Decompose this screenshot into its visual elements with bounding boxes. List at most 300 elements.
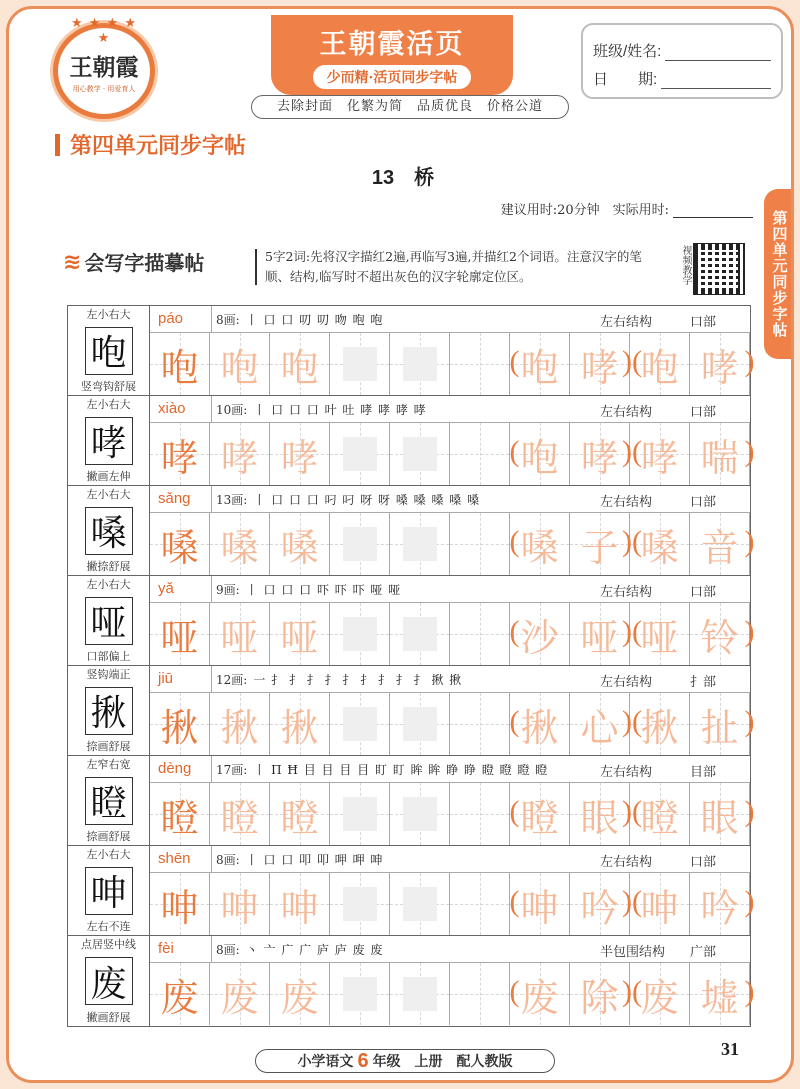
structure: 左右结构 (600, 585, 653, 600)
model-char-orange: 哑 (160, 615, 199, 660)
worksheet-page (6, 6, 794, 1083)
trace-char: 瞪 (280, 795, 319, 840)
writing-cell[interactable] (150, 423, 210, 485)
writing-cell[interactable] (270, 603, 330, 665)
writing-cell[interactable] (150, 783, 210, 845)
row-header (150, 486, 750, 512)
writing-cells (150, 872, 755, 935)
pinyin: yǎ (150, 576, 212, 602)
tip-top: 左小右大 (86, 848, 131, 861)
date-field[interactable] (661, 71, 771, 89)
writing-cell[interactable] (150, 873, 210, 935)
word-trace-char: 瞪 (520, 795, 559, 840)
word-parenthesis: )( (622, 795, 642, 828)
title-bar-icon (55, 134, 60, 156)
radical: 口部 (690, 585, 717, 600)
tip-top: 竖钩端正 (86, 668, 131, 681)
writing-cell[interactable] (570, 603, 630, 665)
practice-row (68, 756, 755, 846)
char-model (68, 576, 150, 665)
writing-cell[interactable] (270, 693, 330, 755)
practice-area (150, 576, 755, 665)
word-parenthesis: ( (509, 885, 520, 918)
writing-cell[interactable] (450, 873, 510, 935)
word-parenthesis: )( (622, 345, 642, 378)
structure: 左右结构 (600, 405, 653, 420)
word-parenthesis: )( (622, 975, 642, 1008)
stroke-count: 17画: (216, 762, 248, 777)
stroke-sequence: 丨 口 口 口 叼 叼 呀 呀 嗓 嗓 嗓 嗓 嗓 (253, 492, 481, 507)
char-outline-zone (343, 707, 377, 741)
stroke-order (212, 941, 750, 958)
writing-cell[interactable] (330, 693, 390, 755)
word-parenthesis: ) (744, 435, 755, 468)
row-header (150, 306, 750, 332)
model-char-orange: 揪 (160, 705, 199, 750)
char-outline-zone (343, 887, 377, 921)
trace-char: 揪 (220, 705, 259, 750)
word-trace-char: 子 (580, 525, 619, 570)
writing-cell[interactable] (210, 423, 270, 485)
word-parenthesis: ) (744, 885, 755, 918)
model-char: 呻 (85, 867, 133, 915)
tip-top: 左小右大 (86, 488, 131, 501)
writing-cell[interactable] (450, 963, 510, 1025)
writing-cell[interactable] (450, 513, 510, 575)
word-trace-char: 呻 (640, 885, 679, 930)
writing-cells (150, 962, 755, 1026)
section-title (63, 247, 204, 276)
char-model (68, 846, 150, 935)
word-parenthesis: ( (509, 525, 520, 558)
trace-char: 废 (280, 975, 319, 1020)
pinyin: fèi (150, 936, 212, 962)
practice-area (150, 756, 755, 845)
lesson-title: 13 桥 (371, 167, 435, 189)
writing-cell[interactable] (330, 423, 390, 485)
stroke-sequence: 丨 口 口 口 吓 吓 吓 哑 哑 (245, 582, 402, 597)
word-parenthesis: ( (509, 975, 520, 1008)
stroke-sequence: 丨 口 口 叩 叩 呷 呷 呻 (245, 852, 384, 867)
word-trace-char: 眼 (700, 795, 739, 840)
model-char: 咆 (85, 327, 133, 375)
writing-cell[interactable] (210, 873, 270, 935)
writing-cell[interactable] (210, 333, 270, 395)
word-parenthesis: )( (622, 885, 642, 918)
stroke-count: 8画: (216, 852, 240, 867)
writing-cell[interactable] (330, 963, 390, 1025)
char-outline-zone (403, 527, 437, 561)
word-trace-char: 铃 (700, 615, 739, 660)
char-model (68, 486, 150, 575)
model-char-orange: 咆 (160, 345, 199, 390)
pinyin: dèng (150, 756, 212, 782)
word-trace-char: 哮 (580, 435, 619, 480)
writing-cell[interactable] (570, 873, 630, 935)
writing-cell[interactable] (210, 783, 270, 845)
radical: 扌部 (690, 675, 717, 690)
structure: 左右结构 (600, 315, 653, 330)
word-parenthesis: ( (509, 795, 520, 828)
row-header (150, 576, 750, 602)
tip-bottom: 竖弯钩舒展 (81, 380, 136, 393)
trace-char: 咆 (220, 345, 259, 390)
writing-cell[interactable] (390, 333, 450, 395)
practice-area (150, 846, 755, 935)
word-trace-char: 嗓 (640, 525, 679, 570)
tip-bottom: 撇捺舒展 (86, 560, 131, 573)
wave-icon: ≋ (63, 248, 79, 274)
stroke-order (212, 491, 750, 508)
structure: 左右结构 (600, 855, 653, 870)
tip-top: 左小右大 (86, 308, 131, 321)
structure: 左右结构 (600, 675, 653, 690)
char-outline-zone (343, 437, 377, 471)
row-header (150, 666, 750, 692)
structure: 左右结构 (600, 765, 653, 780)
trace-char: 哑 (220, 615, 259, 660)
trace-char: 哮 (220, 435, 259, 480)
writing-cell[interactable] (210, 693, 270, 755)
trace-char: 咆 (280, 345, 319, 390)
word-trace-char: 呻 (520, 885, 559, 930)
writing-cell[interactable] (390, 963, 450, 1025)
writing-cell[interactable] (330, 603, 390, 665)
brand-banner (271, 15, 513, 95)
writing-cells (150, 692, 755, 755)
writing-cells (150, 782, 755, 845)
char-model (68, 396, 150, 485)
stroke-sequence: 丶 亠 广 广 庐 庐 废 废 (245, 942, 384, 957)
stroke-order (212, 581, 750, 598)
pinyin: sǎng (150, 486, 212, 512)
date-row (593, 61, 771, 89)
word-trace-char: 哮 (640, 435, 679, 480)
writing-cell[interactable] (390, 423, 450, 485)
word-trace-char: 哮 (580, 345, 619, 390)
stroke-count: 10画: (216, 402, 248, 417)
trace-char: 呻 (280, 885, 319, 930)
word-parenthesis: )( (622, 615, 642, 648)
slogan: 去除封面 化繁为简 品质优良 价格公道 (251, 95, 569, 119)
writing-cell[interactable] (390, 783, 450, 845)
qr-code-icon[interactable] (693, 243, 745, 295)
writing-cell[interactable] (330, 333, 390, 395)
stroke-order (212, 311, 750, 328)
model-char: 嗓 (85, 507, 133, 555)
word-parenthesis: )( (622, 525, 642, 558)
stroke-order (212, 851, 750, 868)
writing-cell[interactable] (210, 513, 270, 575)
stroke-order (212, 761, 750, 778)
char-outline-zone (403, 977, 437, 1011)
radical: 口部 (690, 315, 717, 330)
stroke-sequence: 丨 口 口 口 叶 吐 哮 哮 哮 哮 (253, 402, 427, 417)
char-model (68, 666, 150, 755)
writing-cells (150, 512, 755, 575)
char-outline-zone (343, 347, 377, 381)
writing-cell[interactable] (390, 603, 450, 665)
footer-grade-suffix: 年级 上册 配人教版 (372, 1053, 513, 1069)
writing-cell[interactable] (330, 513, 390, 575)
model-char-orange: 嗓 (160, 525, 199, 570)
word-trace-char: 嗓 (520, 525, 559, 570)
word-parenthesis: ) (744, 615, 755, 648)
word-parenthesis: ) (744, 705, 755, 738)
tip-top: 左小右大 (86, 398, 131, 411)
section-divider (255, 249, 257, 285)
radical: 口部 (690, 855, 717, 870)
word-parenthesis: ( (509, 435, 520, 468)
writing-cell[interactable] (270, 783, 330, 845)
char-outline-zone (403, 617, 437, 651)
row-header (150, 756, 750, 782)
writing-cell[interactable] (690, 783, 750, 845)
word-parenthesis: ) (744, 975, 755, 1008)
word-trace-char: 心 (580, 705, 619, 750)
radical: 广部 (690, 945, 717, 960)
model-char: 废 (85, 957, 133, 1005)
word-trace-char: 音 (700, 525, 739, 570)
model-char: 哑 (85, 597, 133, 645)
class-name-row (593, 33, 771, 61)
word-parenthesis: )( (622, 435, 642, 468)
word-trace-char: 咆 (640, 345, 679, 390)
class-name-field[interactable] (665, 43, 771, 61)
writing-cell[interactable] (330, 783, 390, 845)
word-trace-char: 吟 (580, 885, 619, 930)
radical: 口部 (690, 495, 717, 510)
structure: 半包围结构 (600, 945, 666, 960)
time-label: 建议用时:20分钟 实际用时: (500, 203, 669, 218)
practice-row (68, 666, 755, 756)
word-parenthesis: ) (744, 345, 755, 378)
word-trace-char: 墟 (700, 975, 739, 1020)
word-trace-char: 除 (580, 975, 619, 1020)
writing-cell[interactable] (270, 873, 330, 935)
writing-cell[interactable] (570, 513, 630, 575)
model-char-orange: 废 (160, 975, 199, 1020)
writing-cell[interactable] (570, 333, 630, 395)
practice-row (68, 396, 755, 486)
radical: 目部 (690, 765, 717, 780)
writing-cell[interactable] (570, 423, 630, 485)
word-parenthesis: ) (744, 525, 755, 558)
char-outline-zone (343, 797, 377, 831)
actual-time-field[interactable] (673, 204, 753, 218)
word-trace-char: 咆 (520, 435, 559, 480)
footer-subject: 小学语文 (297, 1053, 354, 1069)
class-name-label: 班级/姓名: (593, 43, 662, 60)
date-label: 日 期: (593, 71, 658, 88)
tip-bottom: 捺画舒展 (86, 740, 131, 753)
char-outline-zone (403, 887, 437, 921)
writing-cell[interactable] (390, 693, 450, 755)
pinyin: páo (150, 306, 212, 332)
section-title-text: 会写字描摹帖 (84, 253, 205, 275)
stroke-count: 12画: (216, 672, 248, 687)
brand-subtitle: 少而精·活页同步字帖 (313, 65, 472, 89)
char-model (68, 756, 150, 845)
writing-cell[interactable] (570, 783, 630, 845)
char-model (68, 306, 150, 395)
footer-grade: 6 (357, 1049, 369, 1072)
writing-cell[interactable] (150, 513, 210, 575)
word-parenthesis: ( (509, 705, 520, 738)
writing-cells (150, 602, 755, 665)
char-outline-zone (343, 977, 377, 1011)
writing-cell[interactable] (690, 873, 750, 935)
writing-cell[interactable] (690, 603, 750, 665)
writing-cell[interactable] (210, 603, 270, 665)
writing-cell[interactable] (690, 333, 750, 395)
side-tab: 第四单元同步字帖 (764, 189, 794, 359)
word-trace-char: 揪 (520, 705, 559, 750)
practice-row (68, 936, 755, 1026)
word-trace-char: 吟 (700, 885, 739, 930)
writing-cell[interactable] (270, 333, 330, 395)
char-outline-zone (403, 347, 437, 381)
writing-cell[interactable] (450, 333, 510, 395)
word-trace-char: 瞪 (640, 795, 679, 840)
writing-cell[interactable] (450, 603, 510, 665)
word-parenthesis: ( (509, 615, 520, 648)
writing-cell[interactable] (150, 333, 210, 395)
tip-top: 左窄右宽 (86, 758, 131, 771)
writing-cell[interactable] (390, 513, 450, 575)
writing-cell[interactable] (390, 873, 450, 935)
writing-cell[interactable] (150, 603, 210, 665)
tip-bottom: 左右不连 (86, 920, 131, 933)
trace-char: 哮 (280, 435, 319, 480)
writing-cell[interactable] (450, 693, 510, 755)
writing-cells (150, 422, 755, 485)
trace-char: 呻 (220, 885, 259, 930)
practice-row (68, 306, 755, 396)
writing-cell[interactable] (690, 513, 750, 575)
word-trace-char: 眼 (580, 795, 619, 840)
stroke-order (212, 401, 750, 418)
logo-stars: ★ ★ ★ ★ ★ (70, 16, 137, 46)
tip-bottom: 撇画舒展 (86, 1011, 131, 1024)
word-trace-char: 哮 (700, 345, 739, 390)
trace-char: 瞪 (220, 795, 259, 840)
writing-cell[interactable] (270, 963, 330, 1025)
practice-row (68, 486, 755, 576)
tip-top: 左小右大 (86, 578, 131, 591)
word-trace-char: 喘 (700, 435, 739, 480)
tip-bottom: 捺画舒展 (86, 830, 131, 843)
writing-cell[interactable] (450, 423, 510, 485)
student-info-box (581, 23, 783, 99)
footer-badge (255, 1049, 555, 1073)
practice-area (150, 666, 755, 755)
pinyin: jiū (150, 666, 212, 692)
instructions: 5字2词:先将汉字描红2遍,再临写3遍,并描红2个词语。注意汉字的笔顺、结构,临写时不超出灰色的汉字轮廓定位区。 (265, 249, 642, 284)
trace-char: 哑 (280, 615, 319, 660)
trace-char: 揪 (280, 705, 319, 750)
tip-top: 点居竖中线 (81, 938, 136, 951)
practice-area (150, 936, 755, 1026)
brand-title: 王朝霞活页 (319, 28, 465, 60)
word-trace-char: 废 (640, 975, 679, 1020)
model-char-orange: 瞪 (160, 795, 199, 840)
writing-cell[interactable] (690, 963, 750, 1025)
word-trace-char: 沙 (520, 615, 559, 660)
practice-table (67, 305, 755, 1027)
writing-cell[interactable] (690, 693, 750, 755)
qr-label: 视频教学 (680, 245, 691, 285)
unit-title-text: 第四单元同步字帖 (70, 133, 247, 158)
row-header (150, 846, 750, 872)
word-trace-char: 哑 (580, 615, 619, 660)
trace-char: 嗓 (280, 525, 319, 570)
model-char-orange: 呻 (160, 885, 199, 930)
trace-char: 废 (220, 975, 259, 1020)
writing-cell[interactable] (690, 423, 750, 485)
structure: 左右结构 (600, 495, 653, 510)
writing-cell[interactable] (210, 963, 270, 1025)
word-parenthesis: ( (509, 345, 520, 378)
stroke-sequence: 一 扌 扌 扌 扌 扌 扌 扌 扌 扌 揪 揪 (253, 672, 463, 687)
word-trace-char: 废 (520, 975, 559, 1020)
logo-text: 王朝霞 (69, 53, 139, 81)
trace-char: 嗓 (220, 525, 259, 570)
brand-logo (53, 16, 155, 119)
word-parenthesis: )( (622, 705, 642, 738)
tip-bottom: 口部偏上 (86, 650, 131, 663)
char-model (68, 936, 150, 1026)
writing-cell[interactable] (270, 423, 330, 485)
row-header (150, 936, 750, 962)
stroke-count: 8画: (216, 942, 240, 957)
char-outline-zone (343, 617, 377, 651)
page-number: 31 (721, 1039, 739, 1059)
practice-area (150, 306, 755, 395)
practice-area (150, 396, 755, 485)
model-char: 瞪 (85, 777, 133, 825)
pinyin: xiào (150, 396, 212, 422)
time-line (501, 199, 753, 218)
stroke-sequence: 丨 Π Ħ 目 目 目 目 盯 盯 眸 眸 睁 睁 瞪 瞪 瞪 瞪 (253, 762, 549, 777)
writing-cell[interactable] (570, 963, 630, 1025)
writing-cell[interactable] (150, 693, 210, 755)
word-trace-char: 揪 (640, 705, 679, 750)
word-trace-char: 哑 (640, 615, 679, 660)
word-parenthesis: ) (744, 795, 755, 828)
unit-title (55, 129, 246, 160)
writing-cell[interactable] (570, 693, 630, 755)
writing-cells (150, 332, 755, 395)
writing-cell[interactable] (330, 873, 390, 935)
writing-cell[interactable] (450, 783, 510, 845)
model-char: 揪 (85, 687, 133, 735)
char-outline-zone (403, 707, 437, 741)
stroke-order (212, 671, 750, 688)
writing-cell[interactable] (270, 513, 330, 575)
writing-cell[interactable] (150, 963, 210, 1025)
radical: 口部 (690, 405, 717, 420)
char-outline-zone (403, 437, 437, 471)
word-trace-char: 扯 (700, 705, 739, 750)
stroke-count: 8画: (216, 312, 240, 327)
stroke-count: 13画: (216, 492, 248, 507)
model-char: 哮 (85, 417, 133, 465)
stroke-sequence: 丨 口 口 叨 叨 吻 咆 咆 (245, 312, 384, 327)
model-char-orange: 哮 (160, 435, 199, 480)
practice-row (68, 846, 755, 936)
row-header (150, 396, 750, 422)
